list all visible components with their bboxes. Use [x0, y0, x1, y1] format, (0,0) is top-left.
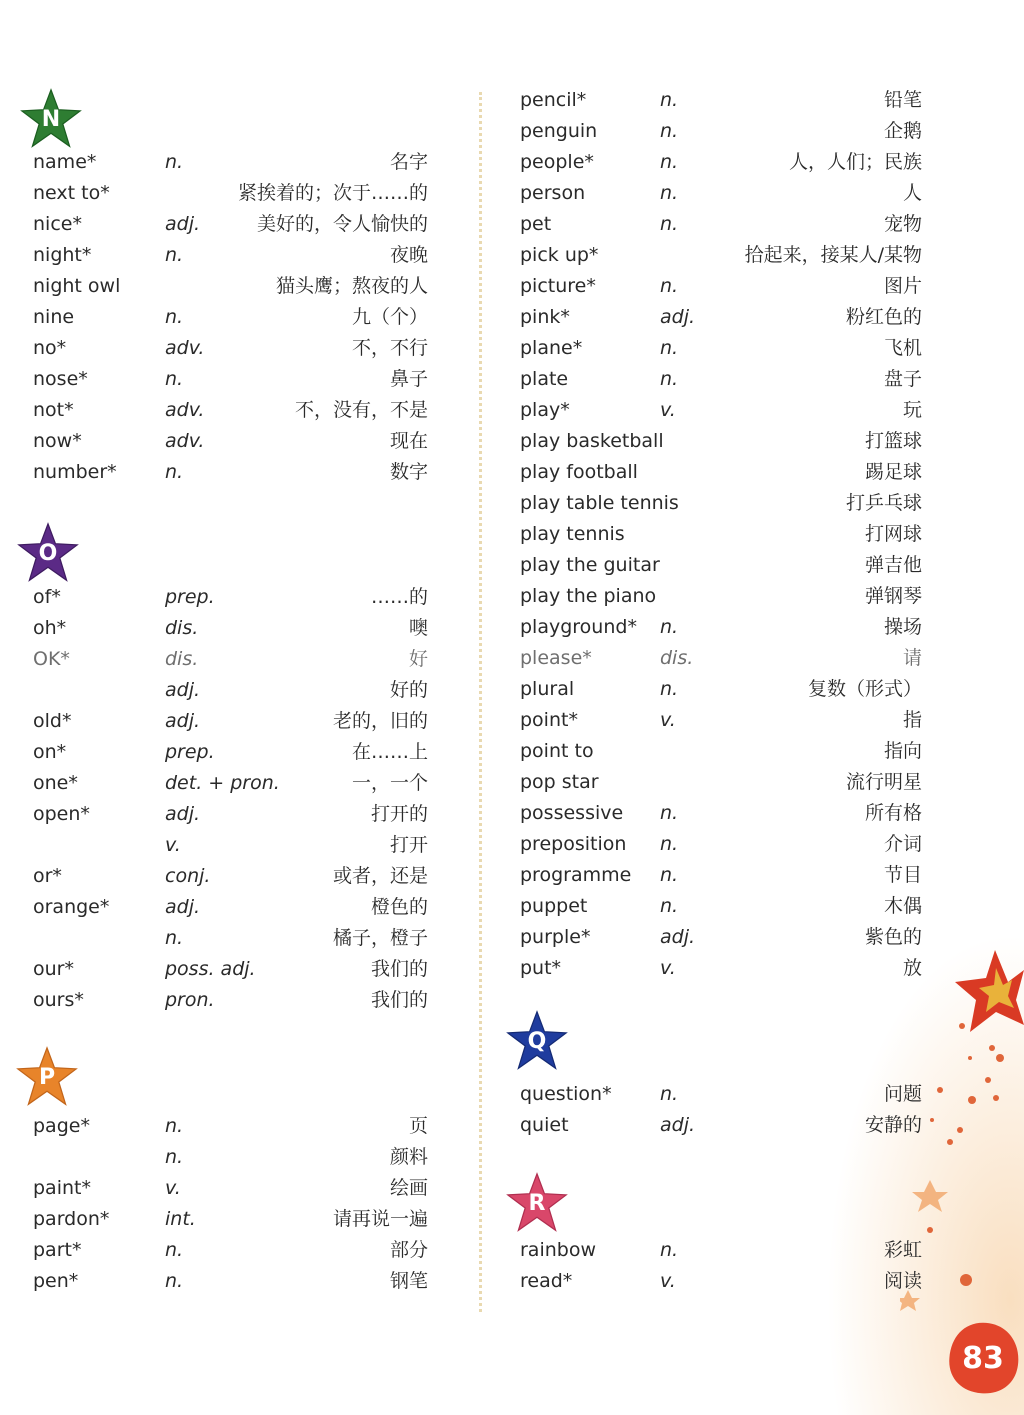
entry-meaning: 问题 [883, 1083, 922, 1105]
list-item [488, 303, 948, 331]
entry-meaning: 夜晚 [389, 244, 428, 266]
page-number: 83 [962, 1340, 1004, 1376]
entry-pos: n. [660, 213, 679, 235]
entry-pos: n. [660, 678, 679, 700]
entry-pos: pron. [165, 989, 215, 1011]
entry-word: picture* [520, 275, 596, 297]
entry-pos: v. [165, 1177, 181, 1199]
entry-word: put* [520, 957, 562, 979]
entry-pos: n. [660, 275, 679, 297]
entry-pos: n. [660, 1239, 679, 1261]
entry-meaning: 猫头鹰；熬夜的人 [275, 275, 428, 297]
entry-word: on* [33, 741, 67, 763]
entry-word: paint* [33, 1177, 91, 1199]
list-item [0, 272, 460, 300]
list-item [488, 365, 948, 393]
entry-pos: v. [660, 709, 676, 731]
entry-pos: n. [165, 1270, 184, 1292]
entry-meaning: 打开 [389, 834, 428, 856]
entry-meaning: 宠物 [883, 213, 922, 235]
column-divider [479, 92, 482, 1312]
entry-pos: adj. [165, 213, 201, 235]
entry-meaning: 橙色的 [370, 896, 428, 918]
entry-word: our* [33, 958, 74, 980]
entry-pos: n. [660, 120, 679, 142]
list-item [488, 1111, 948, 1139]
entry-pos: adj. [165, 803, 201, 825]
entry-meaning: 拾起来，接某人/某物 [744, 244, 922, 266]
entry-pos: n. [165, 927, 184, 949]
entry-word: open* [33, 803, 90, 825]
entry-word: OK* [33, 648, 70, 670]
entry-meaning: ……的 [370, 586, 428, 608]
entry-meaning: 不，没有，不是 [294, 399, 428, 421]
entry-meaning: 部分 [389, 1239, 428, 1261]
list-item [0, 458, 460, 486]
entry-word: possessive [520, 802, 624, 824]
list-item [488, 644, 948, 672]
entry-word: puppet [520, 895, 588, 917]
list-item [0, 831, 460, 859]
list-item [488, 334, 948, 362]
list-item [488, 892, 948, 920]
entry-pos: v. [165, 834, 181, 856]
list-item [488, 179, 948, 207]
list-item [0, 1267, 460, 1295]
section-letter-q-label: Q [527, 1028, 547, 1054]
entry-word: pink* [520, 306, 570, 328]
entry-word: page* [33, 1115, 90, 1137]
entry-meaning: 好 [408, 648, 428, 670]
entry-word: question* [520, 1083, 612, 1105]
list-item [488, 241, 948, 269]
list-item [0, 396, 460, 424]
list-item [0, 1143, 460, 1171]
entry-meaning: 页 [408, 1115, 428, 1137]
list-item [488, 272, 948, 300]
entry-word: point* [520, 709, 578, 731]
list-item [0, 365, 460, 393]
list-item [488, 954, 948, 982]
entry-pos: n. [660, 337, 679, 359]
entry-pos: n. [660, 833, 679, 855]
entry-pos: dis. [165, 617, 199, 639]
entry-word: orange* [33, 896, 110, 918]
list-item [0, 862, 460, 890]
entry-pos: n. [165, 306, 184, 328]
entry-pos: det. + pron. [165, 772, 280, 794]
entry-meaning: 一，一个 [351, 772, 428, 794]
entry-word: plural [520, 678, 575, 700]
entry-meaning: 打开的 [370, 803, 428, 825]
entry-word: play football [520, 461, 638, 483]
entry-word: part* [33, 1239, 82, 1261]
entry-word: rainbow [520, 1239, 596, 1261]
list-item [488, 923, 948, 951]
entry-word: playground* [520, 616, 637, 638]
list-item [488, 210, 948, 238]
entry-pos: adj. [165, 896, 201, 918]
entry-meaning: 企鹅 [883, 120, 922, 142]
entry-meaning: 操场 [883, 616, 922, 638]
page-number-badge [942, 1318, 1024, 1398]
list-item [488, 1267, 948, 1295]
list-item [0, 986, 460, 1014]
entry-pos: n. [660, 182, 679, 204]
list-item [0, 179, 460, 207]
list-item [0, 1236, 460, 1264]
list-item [0, 1174, 460, 1202]
entry-meaning: 弹钢琴 [864, 585, 922, 607]
entry-pos: adv. [165, 337, 205, 359]
entry-pos: n. [165, 461, 184, 483]
entry-pos: n. [660, 89, 679, 111]
entry-meaning: 玩 [902, 399, 922, 421]
list-item [0, 738, 460, 766]
entry-meaning: 颜料 [389, 1146, 428, 1168]
entry-pos: adv. [165, 399, 205, 421]
entry-meaning: 复数（形式） [807, 678, 922, 700]
entry-meaning: 木偶 [883, 895, 922, 917]
section-letter-r [506, 1172, 568, 1234]
list-item [488, 551, 948, 579]
list-item [0, 955, 460, 983]
entry-pos: n. [165, 244, 184, 266]
list-item [488, 737, 948, 765]
entry-meaning: 美好的，令人愉快的 [256, 213, 428, 235]
section-letter-n [20, 88, 82, 150]
list-item [488, 675, 948, 703]
entry-word: plate [520, 368, 569, 390]
entry-meaning: 请 [902, 647, 922, 669]
entry-pos: adj. [660, 306, 696, 328]
list-item [488, 613, 948, 641]
entry-meaning: 鼻子 [389, 368, 428, 390]
entry-meaning: 不，不行 [351, 337, 428, 359]
list-item [488, 148, 948, 176]
entry-word: or* [33, 865, 62, 887]
entry-word: play the piano [520, 585, 657, 607]
list-item [488, 86, 948, 114]
entry-pos: n. [660, 151, 679, 173]
entry-word: not* [33, 399, 74, 421]
entry-word: pencil* [520, 89, 587, 111]
list-item [488, 489, 948, 517]
entry-word: now* [33, 430, 82, 452]
entry-meaning: 九（个） [351, 306, 428, 328]
entry-pos: int. [165, 1208, 196, 1230]
entry-pos: v. [660, 1270, 676, 1292]
list-item [0, 210, 460, 238]
list-item [488, 1080, 948, 1108]
list-item [0, 334, 460, 362]
list-item [0, 645, 460, 673]
entry-pos: poss. adj. [165, 958, 256, 980]
entry-meaning: 铅笔 [883, 89, 922, 111]
entry-word: point to [520, 740, 594, 762]
entry-meaning: 弹吉他 [864, 554, 922, 576]
entry-meaning: 放 [902, 957, 922, 979]
list-item [0, 769, 460, 797]
entry-meaning: 钢笔 [389, 1270, 428, 1292]
entry-meaning: 橘子，橙子 [332, 927, 428, 949]
list-item [0, 148, 460, 176]
list-item [488, 799, 948, 827]
entry-meaning: 粉红色的 [845, 306, 922, 328]
list-item [488, 706, 948, 734]
entry-pos: adj. [660, 926, 696, 948]
list-item [0, 676, 460, 704]
entry-pos: n. [165, 368, 184, 390]
entry-word: name* [33, 151, 97, 173]
entry-pos: adj. [165, 679, 201, 701]
entry-meaning: 数字 [389, 461, 428, 483]
entry-meaning: 盘子 [883, 368, 922, 390]
list-item [0, 427, 460, 455]
entry-word: nice* [33, 213, 82, 235]
entry-meaning: 或者，还是 [332, 865, 428, 887]
entry-meaning: 人，人们；民族 [788, 151, 922, 173]
entry-word: nose* [33, 368, 88, 390]
list-item [0, 800, 460, 828]
list-item [488, 830, 948, 858]
entry-word: plane* [520, 337, 583, 359]
entry-word: no* [33, 337, 67, 359]
list-item [0, 241, 460, 269]
entry-word: quiet [520, 1114, 569, 1136]
entry-meaning: 打乒乓球 [845, 492, 922, 514]
entry-pos: adj. [165, 710, 201, 732]
list-item [488, 396, 948, 424]
entry-meaning: 安静的 [864, 1114, 922, 1136]
entry-meaning: 在……上 [351, 741, 428, 763]
list-item [0, 1205, 460, 1233]
entry-word: ours* [33, 989, 84, 1011]
entry-word: please* [520, 647, 592, 669]
entry-meaning: 现在 [389, 430, 428, 452]
list-item [488, 458, 948, 486]
entry-pos: v. [660, 957, 676, 979]
list-item [488, 861, 948, 889]
section-letter-p-label: P [38, 1064, 56, 1090]
entry-word: old* [33, 710, 72, 732]
entry-word: preposition [520, 833, 627, 855]
entry-meaning: 名字 [389, 151, 428, 173]
entry-pos: prep. [165, 741, 215, 763]
entry-word: play table tennis [520, 492, 679, 514]
entry-meaning: 紧挨着的；次于……的 [237, 182, 428, 204]
entry-meaning: 绘画 [389, 1177, 428, 1199]
entry-word: programme [520, 864, 632, 886]
entry-word: pop star [520, 771, 599, 793]
list-item [488, 427, 948, 455]
entry-pos: n. [660, 864, 679, 886]
entry-pos: n. [165, 151, 184, 173]
entry-word: play the guitar [520, 554, 660, 576]
list-item [0, 924, 460, 952]
section-letter-o-label: O [38, 540, 58, 566]
entry-meaning: 彩虹 [883, 1239, 922, 1261]
section-letter-p [16, 1046, 78, 1108]
section-letter-r-label: R [528, 1190, 546, 1216]
entry-word: pardon* [33, 1208, 110, 1230]
entry-meaning: 打篮球 [864, 430, 922, 452]
section-letter-n-label: N [41, 106, 61, 132]
entry-pos: adj. [660, 1114, 696, 1136]
entry-word: pen* [33, 1270, 79, 1292]
entry-word: number* [33, 461, 117, 483]
entry-pos: dis. [660, 647, 694, 669]
entry-pos: v. [660, 399, 676, 421]
entry-word: pick up* [520, 244, 599, 266]
entry-meaning: 请再说一遍 [332, 1208, 428, 1230]
entry-pos: conj. [165, 865, 211, 887]
list-item [488, 117, 948, 145]
entry-meaning: 指向 [883, 740, 922, 762]
entry-word: purple* [520, 926, 591, 948]
entry-meaning: 紫色的 [864, 926, 922, 948]
entry-word: night owl [33, 275, 121, 297]
entry-word: pet [520, 213, 552, 235]
list-item [0, 707, 460, 735]
section-letter-q [506, 1010, 568, 1072]
entry-word: next to* [33, 182, 110, 204]
entry-meaning: 指 [902, 709, 922, 731]
entry-word: nine [33, 306, 75, 328]
entry-meaning: 噢 [408, 617, 428, 639]
entry-pos: prep. [165, 586, 215, 608]
entry-word: play* [520, 399, 570, 421]
list-item [488, 520, 948, 548]
entry-pos: n. [660, 368, 679, 390]
entry-meaning: 介词 [883, 833, 922, 855]
entry-pos: adv. [165, 430, 205, 452]
entry-word: read* [520, 1270, 573, 1292]
entry-meaning: 老的，旧的 [332, 710, 428, 732]
entry-meaning: 飞机 [883, 337, 922, 359]
section-letter-o [17, 522, 79, 584]
list-item [0, 583, 460, 611]
entry-pos: n. [165, 1146, 184, 1168]
entry-pos: dis. [165, 648, 199, 670]
entry-word: play tennis [520, 523, 625, 545]
entry-word: penguin [520, 120, 598, 142]
entry-meaning: 节目 [883, 864, 922, 886]
list-item [488, 582, 948, 610]
list-item [0, 614, 460, 642]
list-item [0, 303, 460, 331]
entry-word: oh* [33, 617, 67, 639]
list-item [488, 768, 948, 796]
entry-meaning: 好的 [389, 679, 428, 701]
list-item [0, 1112, 460, 1140]
entry-word: of* [33, 586, 61, 608]
list-item [488, 1236, 948, 1264]
entry-pos: n. [660, 616, 679, 638]
entry-pos: n. [660, 802, 679, 824]
entry-meaning: 图片 [883, 275, 922, 297]
list-item [0, 893, 460, 921]
entry-meaning: 流行明星 [845, 771, 922, 793]
entry-meaning: 我们的 [370, 958, 428, 980]
entry-meaning: 踢足球 [864, 461, 922, 483]
entry-pos: n. [165, 1239, 184, 1261]
entry-meaning: 阅读 [883, 1270, 922, 1292]
entry-meaning: 我们的 [370, 989, 428, 1011]
entry-pos: n. [165, 1115, 184, 1137]
entry-word: one* [33, 772, 78, 794]
entry-pos: n. [660, 895, 679, 917]
entry-word: person [520, 182, 586, 204]
entry-word: night* [33, 244, 92, 266]
entry-pos: n. [660, 1083, 679, 1105]
entry-meaning: 人 [902, 182, 922, 204]
entry-meaning: 所有格 [864, 802, 922, 824]
entry-word: people* [520, 151, 594, 173]
entry-meaning: 打网球 [864, 523, 922, 545]
entry-word: play basketball [520, 430, 664, 452]
